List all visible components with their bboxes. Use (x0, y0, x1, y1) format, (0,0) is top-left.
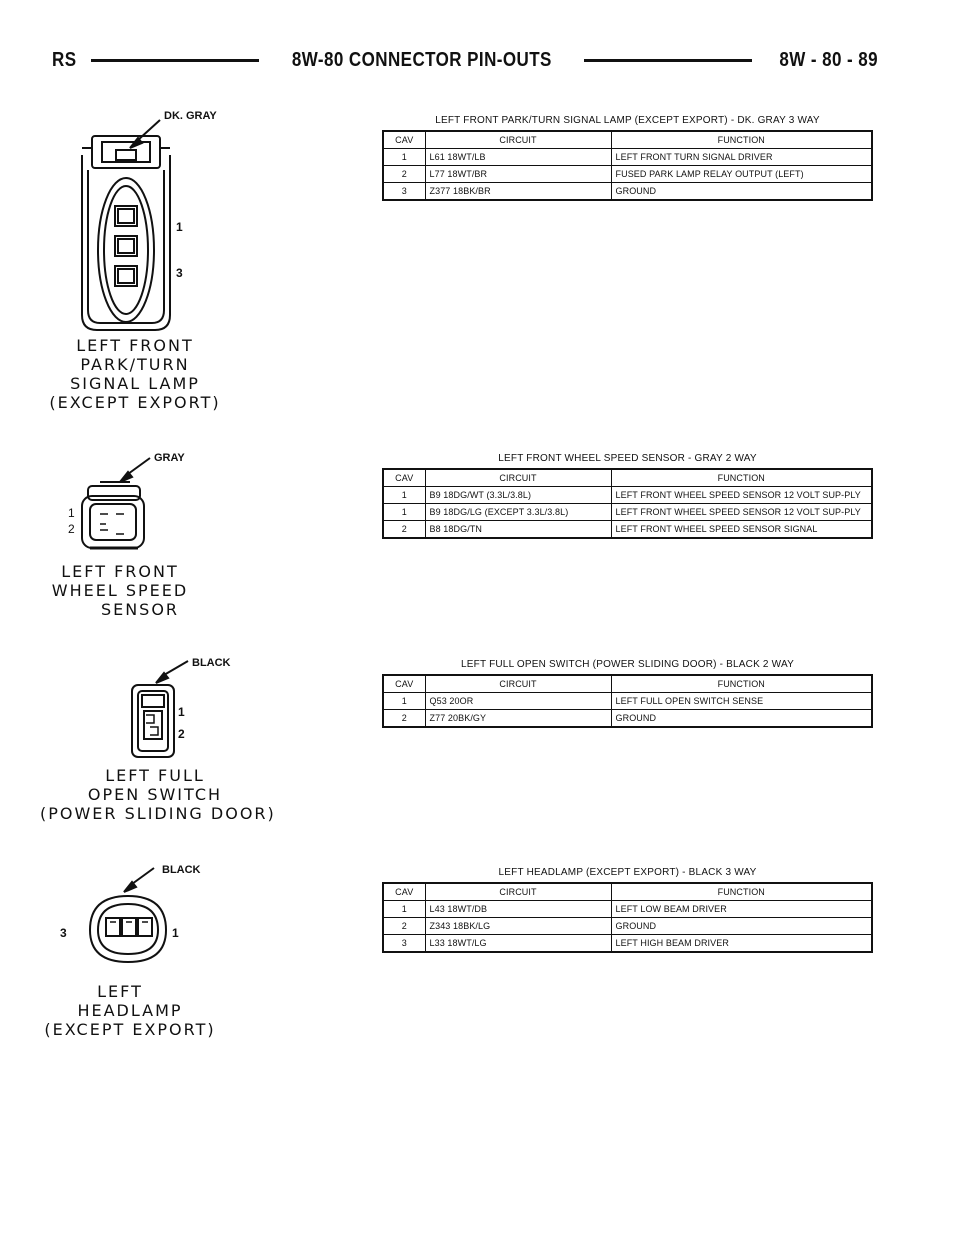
table-row (383, 935, 872, 953)
page-header (52, 44, 878, 76)
caption-line: LEFT FRONT (61, 562, 179, 581)
connector-color-label: DK. GRAY (164, 110, 217, 122)
circuit-cell: L61 18WT/LB (425, 149, 611, 166)
connector-caption (40, 766, 276, 823)
table-row (383, 487, 872, 504)
connector-table-headlamp (382, 866, 873, 953)
pinout-table (382, 882, 873, 953)
connector-drawing (110, 655, 230, 765)
cav-cell: 1 (383, 693, 425, 710)
table-row (383, 149, 872, 166)
circuit-cell: B8 18DG/TN (425, 521, 611, 539)
pin-label: 3 (176, 266, 183, 280)
table-title: LEFT FULL OPEN SWITCH (POWER SLIDING DOOR) - BLACK 2 WAY (461, 659, 794, 670)
cav-cell: 1 (383, 901, 425, 918)
table-header-row (383, 883, 872, 901)
connector-caption (30, 336, 240, 412)
pinout-table (382, 130, 873, 201)
connector-diagram-wheel-speed-sensor (60, 450, 210, 560)
connector-caption (30, 982, 230, 1039)
caption-line: (POWER SLIDING DOOR) (40, 804, 276, 823)
connector-table-park-turn-lamp (382, 114, 873, 201)
function-cell: LEFT LOW BEAM DRIVER (611, 901, 872, 918)
pin-label: 2 (68, 522, 75, 536)
circuit-cell: Q53 20OR (425, 693, 611, 710)
table-row (383, 166, 872, 183)
connector-drawing (60, 450, 210, 560)
connector-table-full-open-switch (382, 658, 873, 728)
connector-caption (20, 562, 220, 619)
section-code: RS (52, 48, 77, 71)
page-number: 8W - 80 - 89 (779, 48, 879, 71)
connector-color-label: BLACK (192, 657, 231, 669)
table-title: LEFT FRONT PARK/TURN SIGNAL LAMP (EXCEPT EXPORT) - DK. GRAY 3 WAY (435, 115, 820, 126)
function-cell: LEFT FULL OPEN SWITCH SENSE (611, 693, 872, 710)
column-header-cav: CAV (383, 469, 425, 487)
column-header-circuit: CIRCUIT (425, 675, 611, 693)
circuit-cell: Z343 18BK/LG (425, 918, 611, 935)
connector-diagram-park-turn-lamp (60, 110, 230, 345)
cav-cell: 2 (383, 521, 425, 539)
caption-line: WHEEL SPEED (51, 581, 189, 600)
circuit-cell: L33 18WT/LG (425, 935, 611, 953)
column-header-circuit: CIRCUIT (425, 131, 611, 149)
circuit-cell: B9 18DG/WT (3.3L/3.8L) (425, 487, 611, 504)
cav-cell: 2 (383, 710, 425, 728)
caption-line: OPEN SWITCH (87, 785, 223, 804)
page-title: 8W-80 CONNECTOR PIN-OUTS (291, 48, 552, 71)
circuit-cell: B9 18DG/LG (EXCEPT 3.3L/3.8L) (425, 504, 611, 521)
table-header-row (383, 131, 872, 149)
pin-label: 1 (176, 220, 183, 234)
function-cell: LEFT FRONT WHEEL SPEED SENSOR SIGNAL (611, 521, 872, 539)
pin-label: 2 (178, 727, 185, 741)
cav-cell: 2 (383, 166, 425, 183)
pin-label: 1 (178, 705, 185, 719)
column-header-function: FUNCTION (611, 675, 872, 693)
cav-cell: 3 (383, 183, 425, 201)
connector-drawing (60, 110, 230, 345)
pin-label: 1 (68, 506, 75, 520)
connector-diagram-full-open-switch (110, 655, 230, 765)
circuit-cell: Z377 18BK/BR (425, 183, 611, 201)
caption-line: PARK/TURN (80, 355, 190, 374)
table-header-row (383, 675, 872, 693)
pinout-table (382, 674, 873, 728)
connector-color-label: BLACK (162, 864, 201, 876)
circuit-cell: L77 18WT/BR (425, 166, 611, 183)
column-header-circuit: CIRCUIT (425, 469, 611, 487)
table-row (383, 521, 872, 539)
cav-cell: 1 (383, 487, 425, 504)
table-header-row (383, 469, 872, 487)
table-row (383, 183, 872, 201)
pin-label: 1 (172, 926, 179, 940)
caption-line: LEFT FULL (105, 766, 205, 785)
caption-line: LEFT FRONT (76, 336, 194, 355)
circuit-cell: Z77 20BK/GY (425, 710, 611, 728)
table-row (383, 504, 872, 521)
table-row (383, 918, 872, 935)
table-row (383, 710, 872, 728)
cav-cell: 1 (383, 149, 425, 166)
function-cell: FUSED PARK LAMP RELAY OUTPUT (LEFT) (611, 166, 872, 183)
connector-color-label: GRAY (154, 452, 185, 464)
column-header-cav: CAV (383, 675, 425, 693)
caption-line: HEADLAMP (77, 1001, 183, 1020)
pin-label: 3 (60, 926, 67, 940)
connector-table-wheel-speed-sensor (382, 452, 873, 539)
column-header-function: FUNCTION (611, 131, 872, 149)
table-title: LEFT HEADLAMP (EXCEPT EXPORT) - BLACK 3 WAY (498, 867, 757, 878)
function-cell: LEFT HIGH BEAM DRIVER (611, 935, 872, 953)
table-row (383, 693, 872, 710)
circuit-cell: L43 18WT/DB (425, 901, 611, 918)
caption-line: SENSOR (100, 600, 180, 619)
column-header-cav: CAV (383, 131, 425, 149)
cav-cell: 3 (383, 935, 425, 953)
pinout-table (382, 468, 873, 539)
cav-cell: 2 (383, 918, 425, 935)
column-header-function: FUNCTION (611, 883, 872, 901)
function-cell: LEFT FRONT WHEEL SPEED SENSOR 12 VOLT SUP-PLY (611, 504, 872, 521)
function-cell: LEFT FRONT TURN SIGNAL DRIVER (611, 149, 872, 166)
function-cell: GROUND (611, 918, 872, 935)
cav-cell: 1 (383, 504, 425, 521)
table-row (383, 901, 872, 918)
column-header-circuit: CIRCUIT (425, 883, 611, 901)
caption-line: (EXCEPT EXPORT) (44, 1020, 216, 1039)
function-cell: GROUND (611, 710, 872, 728)
connector-drawing (50, 860, 210, 970)
function-cell: LEFT FRONT WHEEL SPEED SENSOR 12 VOLT SUP-PLY (611, 487, 872, 504)
header-rule-right (584, 59, 752, 62)
function-cell: GROUND (611, 183, 872, 201)
caption-line: SIGNAL LAMP (70, 374, 200, 393)
table-title: LEFT FRONT WHEEL SPEED SENSOR - GRAY 2 WAY (498, 453, 757, 464)
connector-diagram-headlamp (50, 860, 210, 970)
caption-line: (EXCEPT EXPORT) (49, 393, 221, 412)
column-header-cav: CAV (383, 883, 425, 901)
header-rule-left (91, 59, 259, 62)
caption-line: LEFT (97, 982, 143, 1001)
column-header-function: FUNCTION (611, 469, 872, 487)
